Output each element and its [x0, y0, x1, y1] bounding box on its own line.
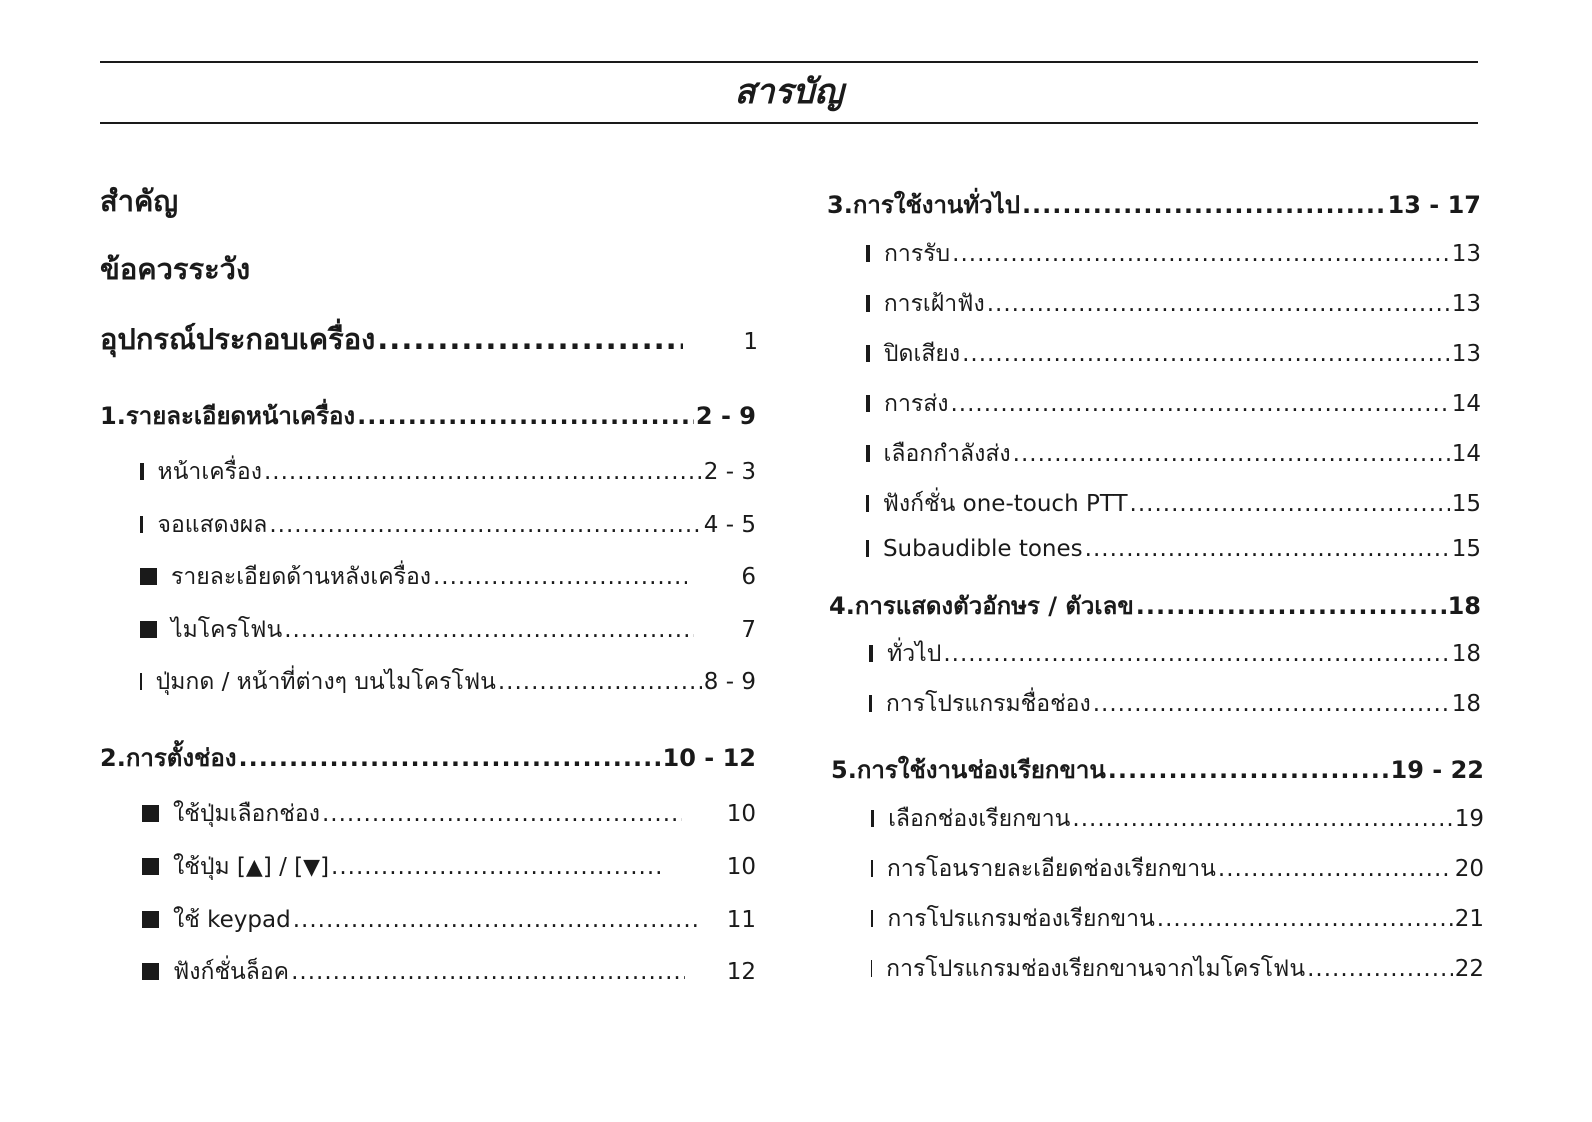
- toc-label: ใช้ keypad: [173, 907, 291, 933]
- toc-item[interactable]: [866, 336, 1481, 372]
- toc-label: ปิดเสียง: [883, 341, 961, 367]
- toc-section-5[interactable]: [831, 750, 1484, 789]
- toc-label: การเฝ้าฟัง: [883, 291, 985, 317]
- toc-item[interactable]: [866, 386, 1481, 422]
- toc-entry-accessories[interactable]: [100, 316, 758, 362]
- toc-item[interactable]: [871, 801, 1484, 837]
- dot-leader: [987, 291, 1450, 317]
- toc-label: การแสดงตัวอักษร / ตัวเลข: [854, 592, 1134, 620]
- toc-page: 1: [743, 329, 758, 355]
- toc-label: รายละเอียดด้านหลังเครื่อง: [171, 564, 431, 590]
- dot-leader: [291, 959, 685, 985]
- square-bullet-icon: [142, 911, 159, 928]
- square-bullet-icon: [871, 810, 874, 827]
- square-bullet-icon: [140, 621, 157, 638]
- toc-label: การส่ง: [884, 391, 949, 417]
- header-rule-bottom: [100, 122, 1478, 124]
- square-bullet-icon: [140, 463, 144, 480]
- section-number: 1.: [100, 402, 126, 430]
- dot-leader: [1157, 906, 1453, 932]
- toc-item[interactable]: [866, 436, 1481, 472]
- toc-page: 13: [1451, 241, 1481, 267]
- toc-label: ฟังก์ชั่นล็อค: [173, 959, 290, 985]
- toc-label: การโปรแกรมช่องเรียกขาน: [887, 906, 1155, 932]
- square-bullet-icon: [866, 345, 870, 362]
- toc-label: การโปรแกรมชื่อช่อง: [885, 691, 1091, 717]
- toc-page: 22: [1454, 956, 1484, 982]
- dot-leader: [433, 564, 687, 590]
- toc-page: 15: [1451, 536, 1481, 562]
- square-bullet-icon: [866, 245, 870, 262]
- square-bullet-icon: [871, 910, 873, 927]
- toc-label: รายละเอียดหน้าเครื่อง: [125, 402, 356, 430]
- dot-leader: [1307, 956, 1453, 982]
- square-bullet-icon: [142, 805, 159, 822]
- toc-label: ฟังก์ชั่น one-touch PTT: [882, 491, 1128, 517]
- toc-item[interactable]: [866, 286, 1481, 322]
- toc-label: Subaudible tones: [882, 536, 1083, 562]
- toc-label: ใช้ปุ่มเลือกช่อง: [173, 801, 320, 827]
- toc-page: 7: [741, 617, 756, 643]
- toc-item[interactable]: [866, 486, 1481, 522]
- toc-label: สำคัญ: [100, 184, 179, 218]
- toc-page: 19: [1454, 806, 1484, 832]
- dot-leader: [1022, 191, 1386, 219]
- toc-item[interactable]: [140, 612, 756, 648]
- toc-label: อุปกรณ์ประกอบเครื่อง: [100, 322, 376, 356]
- toc-page: 13: [1451, 291, 1481, 317]
- toc-label: การรับ: [884, 241, 951, 267]
- dot-leader: [962, 341, 1450, 367]
- toc-label: ปุ่มกด / หน้าที่ต่างๆ บนไมโครโฟน: [155, 669, 496, 695]
- toc-item[interactable]: [142, 796, 756, 832]
- toc-page: 14: [1451, 441, 1481, 467]
- toc-item[interactable]: [871, 901, 1484, 937]
- square-bullet-icon: [140, 568, 157, 585]
- toc-item[interactable]: [871, 851, 1484, 887]
- toc-label: เลือกช่องเรียกขาน: [888, 806, 1071, 832]
- toc-label: ข้อควรระวัง: [100, 252, 251, 286]
- toc-label-separator: ] / [: [262, 854, 304, 880]
- dot-leader: [1136, 592, 1446, 620]
- square-bullet-icon: [871, 860, 873, 877]
- toc-section-4[interactable]: [829, 586, 1481, 625]
- toc-item[interactable]: [869, 636, 1481, 672]
- toc-label: การใช้งานช่องเรียกขาน: [856, 756, 1106, 784]
- toc-label: เลือกกำลังส่ง: [883, 441, 1011, 467]
- toc-entry-cautions[interactable]: [100, 246, 250, 292]
- dot-leader: [1130, 491, 1450, 517]
- toc-item[interactable]: [142, 849, 756, 885]
- dot-leader: [377, 322, 683, 356]
- toc-page: 10: [726, 854, 756, 880]
- square-bullet-icon: [869, 645, 873, 662]
- toc-item[interactable]: [140, 454, 756, 490]
- dot-leader: [264, 459, 702, 485]
- toc-page: 18: [1451, 641, 1481, 667]
- dot-leader: [1108, 756, 1389, 784]
- dot-leader: [1085, 536, 1450, 562]
- dot-leader: [1013, 441, 1450, 467]
- toc-label: ทั่วไป: [887, 641, 942, 667]
- toc-page: 14: [1451, 391, 1481, 417]
- toc-page: 13 - 17: [1387, 191, 1481, 219]
- dot-leader: [1093, 691, 1450, 717]
- square-bullet-icon: [869, 695, 872, 712]
- dot-leader: [950, 391, 1449, 417]
- square-bullet-icon: [866, 445, 870, 462]
- square-bullet-icon: [866, 540, 869, 557]
- toc-label-suffix: ]: [320, 854, 330, 880]
- toc-item[interactable]: [871, 951, 1484, 987]
- toc-label: การตั้งช่อง: [125, 744, 237, 772]
- toc-section-1[interactable]: [100, 396, 756, 435]
- square-bullet-icon: [871, 960, 872, 977]
- section-number: 2.: [100, 744, 126, 772]
- section-number: 4.: [829, 592, 855, 620]
- dot-leader: [269, 512, 701, 538]
- square-bullet-icon: [142, 963, 159, 980]
- toc-page: 19 - 22: [1390, 756, 1484, 784]
- toc-label: ไมโครโฟน: [171, 617, 283, 643]
- toc-page: 15: [1451, 491, 1481, 517]
- toc-page: 10: [726, 801, 756, 827]
- toc-label: การโอนรายละเอียดช่องเรียกขาน: [886, 856, 1216, 882]
- toc-item[interactable]: [142, 954, 756, 990]
- toc-page: 13: [1451, 341, 1481, 367]
- toc-page: 4 - 5: [703, 512, 756, 538]
- dot-leader: [238, 744, 660, 772]
- dot-leader: [284, 617, 694, 643]
- toc-section-3[interactable]: [827, 185, 1481, 224]
- toc-label: จอแสดงผล: [157, 512, 268, 538]
- toc-page: 11: [726, 907, 756, 933]
- square-bullet-icon: [866, 295, 870, 312]
- toc-section-2[interactable]: [100, 738, 756, 777]
- toc-page: 18: [1451, 691, 1481, 717]
- toc-entry-important[interactable]: [100, 178, 178, 224]
- page-title: สารบัญ: [734, 72, 844, 112]
- square-bullet-icon: [140, 673, 142, 690]
- dot-leader: [322, 801, 682, 827]
- toc-page: 6: [741, 564, 756, 590]
- dot-leader: [331, 854, 663, 880]
- toc-item[interactable]: [140, 664, 756, 700]
- dot-leader: [952, 241, 1450, 267]
- toc-page: 10 - 12: [662, 744, 756, 772]
- toc-item[interactable]: [869, 686, 1481, 722]
- dot-leader: [293, 907, 697, 933]
- header-rule-top: [100, 61, 1478, 63]
- toc-page: 21: [1454, 906, 1484, 932]
- toc-page: 12: [726, 959, 756, 985]
- toc-label: [173, 849, 329, 885]
- toc-label: การโปรแกรมช่องเรียกขานจากไมโครโฟน: [886, 956, 1306, 982]
- toc-item[interactable]: [866, 236, 1481, 272]
- toc-label: การใช้งานทั่วไป: [852, 191, 1020, 219]
- down-arrow-icon: ▼: [303, 855, 321, 880]
- dot-leader: [1218, 856, 1453, 882]
- square-bullet-icon: [866, 395, 870, 412]
- toc-page: 2 - 9: [695, 402, 756, 430]
- section-number: 3.: [827, 191, 853, 219]
- toc-page: 2 - 3: [703, 459, 756, 485]
- toc-item[interactable]: [866, 536, 1481, 562]
- square-bullet-icon: [142, 858, 159, 875]
- square-bullet-icon: [866, 495, 869, 512]
- dot-leader: [357, 402, 694, 430]
- toc-label-prefix: ใช้ปุ่ม [: [173, 854, 246, 880]
- toc-page: 20: [1454, 856, 1484, 882]
- up-arrow-icon: ▲: [245, 855, 263, 880]
- toc-item[interactable]: [140, 507, 756, 543]
- toc-item[interactable]: [142, 902, 756, 938]
- toc-item[interactable]: [140, 559, 756, 595]
- toc-page: 8 - 9: [703, 669, 756, 695]
- toc-label: หน้าเครื่อง: [157, 459, 262, 485]
- dot-leader: [498, 669, 702, 695]
- section-number: 5.: [831, 756, 857, 784]
- square-bullet-icon: [140, 516, 143, 533]
- dot-leader: [1072, 806, 1452, 832]
- toc-page: 18: [1447, 592, 1481, 620]
- dot-leader: [943, 641, 1449, 667]
